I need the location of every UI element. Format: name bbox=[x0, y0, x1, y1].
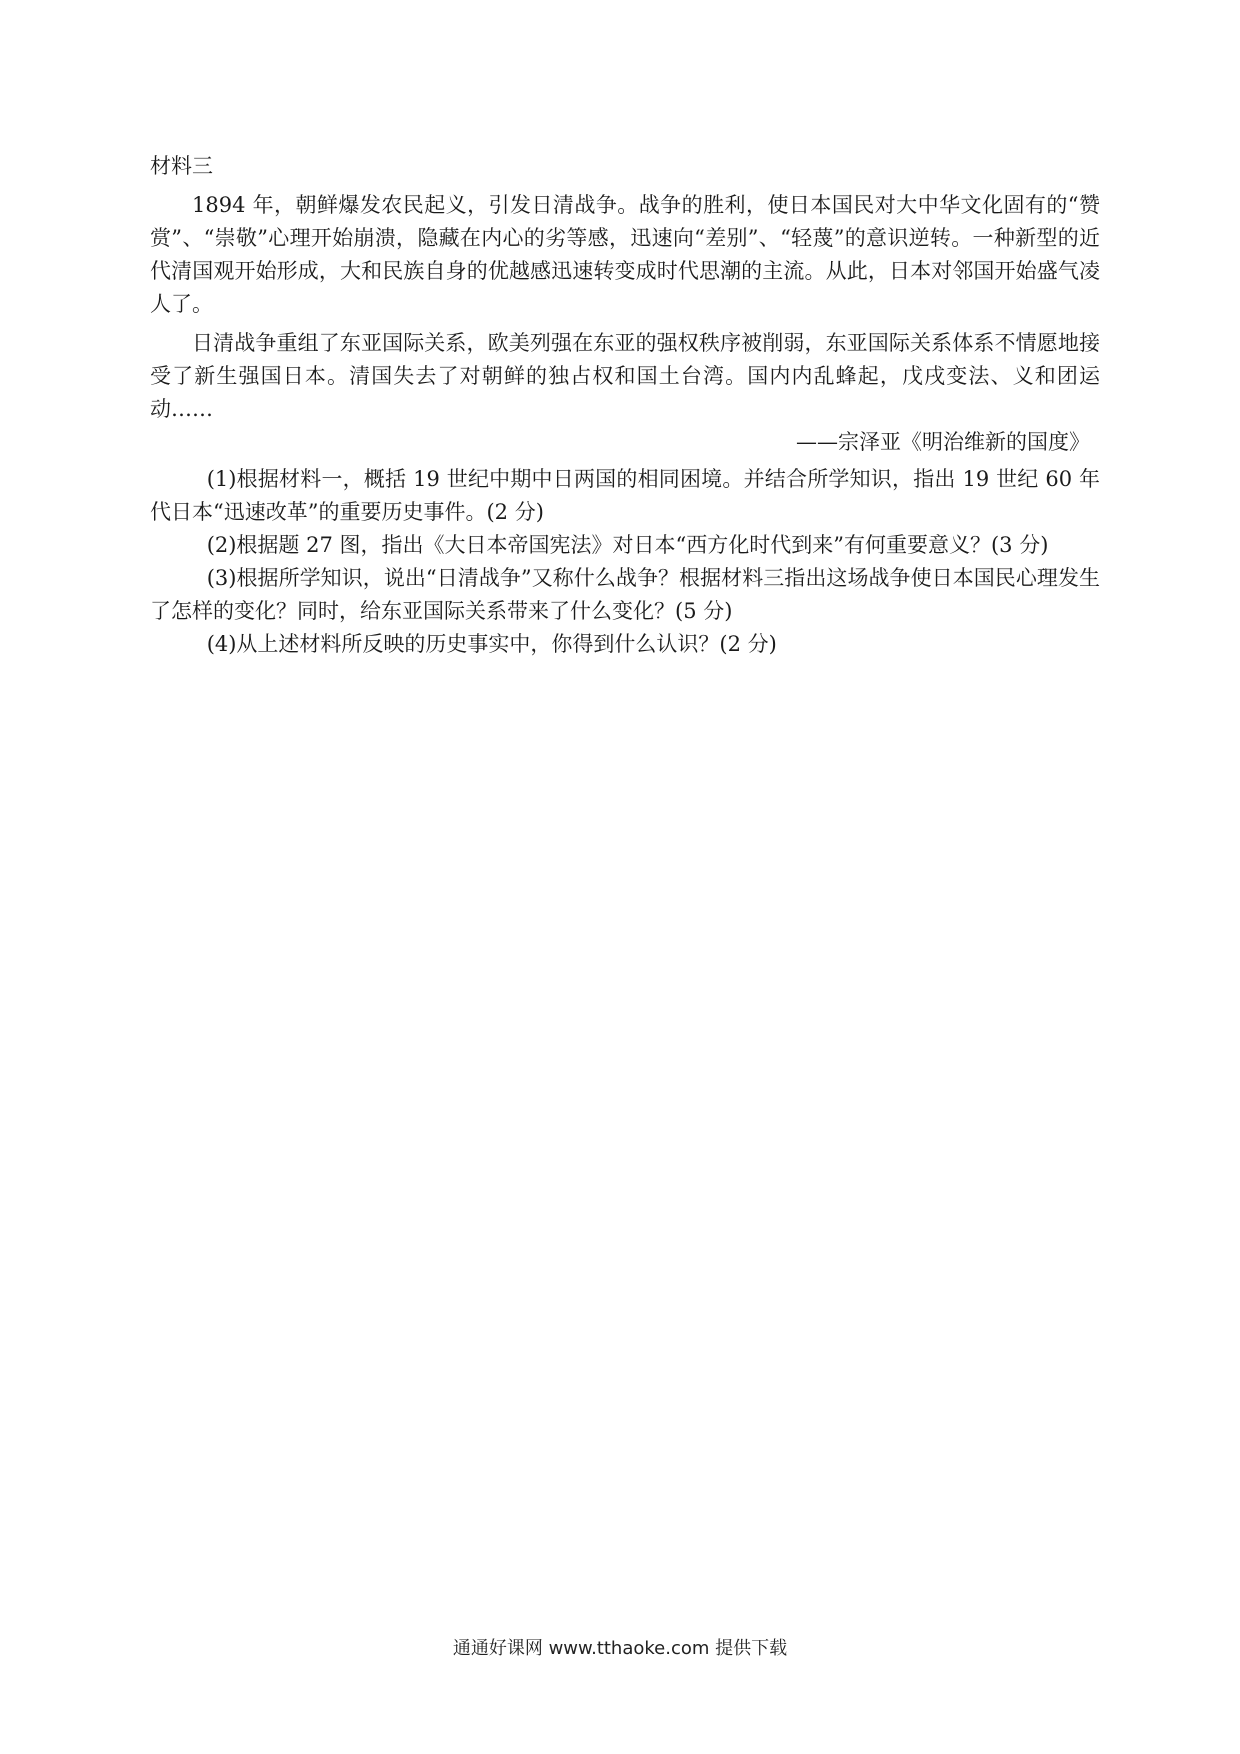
material-paragraph-2: 日清战争重组了东亚国际关系，欧美列强在东亚的强权秩序被削弱，东亚国际关系体系不情愿地接受了新生强国日本。清国失去了对朝鲜的独占权和国土台湾。国内内乱蜂起，戊戌变法、义和团运动…… bbox=[150, 331, 1100, 421]
question-3: (3)根据所学知识，说出“日清战争”又称什么战争？根据材料三指出这场战争使日本国民心理发生了怎样的变化？同时，给东亚国际关系带来了什么变化？(5 分) bbox=[150, 566, 1100, 623]
material-paragraph-1: 1894 年，朝鲜爆发农民起义，引发日清战争。战争的胜利，使日本国民对大中华文化固有的“赞赏”、“崇敬”心理开始崩溃，隐藏在内心的劣等感，迅速向“差别”、“轻蔑”的意识逆转。一种新型的近代清国观开始形成，大和民族自身的优越感迅速转变成时代思潮的主流。从此，日本对邻国开始盛气凌人了。 bbox=[150, 193, 1100, 316]
question-1: (1)根据材料一，概括 19 世纪中期中日两国的相同困境。并结合所学知识，指出 19 世纪 60 年代日本“迅速改革”的重要历史事件。(2 分) bbox=[150, 467, 1100, 524]
material-heading: 材料三 bbox=[150, 154, 213, 178]
exam-content bbox=[150, 150, 1100, 661]
question-4: (4)从上述材料所反映的历史事实中，你得到什么认识？(2 分) bbox=[206, 632, 777, 656]
material-source: ——宗泽亚《明治维新的国度》 bbox=[796, 430, 1090, 454]
footer-watermark: 通通好课网 www.tthaoke.com 提供下载 bbox=[452, 1638, 788, 1659]
question-2: (2)根据题 27 图，指出《大日本帝国宪法》对日本“西方化时代到来”有何重要意义？(3 分) bbox=[206, 533, 1049, 557]
